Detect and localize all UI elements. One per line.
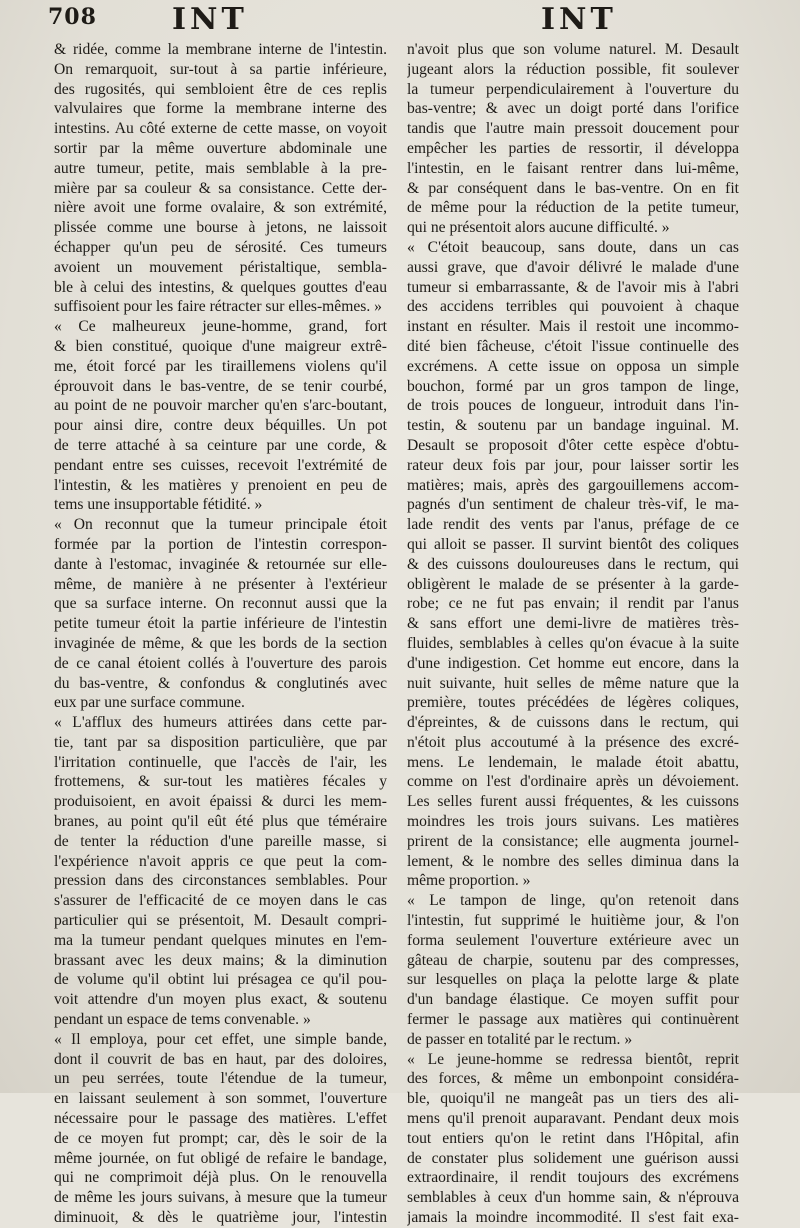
text-line: éprouvoit dans le bas-ventre, de se tenir courbé, [54, 377, 387, 395]
text-line: qui ne présentoit alors aucune difficulté. » [407, 219, 670, 237]
text-line: « L'afflux des humeurs attirées dans cette par- [54, 714, 387, 732]
text-line: pendant un espace de tems convenable. » [54, 1011, 311, 1029]
text-line: invaginée de même, & que les bords de la section [54, 634, 387, 652]
text-line: jugeant alors la réduction possible, fit soulever [407, 60, 739, 78]
text-line: & par conséquent dans le bas-ventre. On en fit [407, 179, 739, 197]
text-line: voit attendre d'un moyen plus exact, & soutenu [54, 991, 387, 1009]
text-line: avoient un mouvement péristaltique, sembla- [54, 258, 387, 276]
text-line: fermer le passage aux matières qui continuèrent [407, 1011, 739, 1029]
text-line: de passer en totalité par le rectum. » [407, 1030, 633, 1048]
page-number: 708 [48, 4, 97, 30]
text-line: bas-ventre; & avec un doigt porté dans l'orifice [407, 100, 739, 118]
text-line: & des cuissons douloureuses dans le rectum, qui [407, 555, 739, 573]
text-line: « Il employa, pour cet effet, une simple bande, [54, 1030, 387, 1048]
text-line: nécessaire pour le passage des matières. L'effet [54, 1110, 387, 1128]
text-line: des forces, & même un embonpoint considéra- [407, 1070, 739, 1088]
text-line: dité bien fâcheuse, c'étoit l'issue continuelle des [407, 337, 739, 355]
text-line: jamais la moindre incommodité. Il s'est fait exa- [407, 1209, 739, 1227]
text-line: dont il couvrit de bas en haut, par des doloires, [54, 1050, 387, 1068]
text-line: rateur deux fois par jour, pour laisser sortir les [407, 456, 739, 474]
right-column [407, 40, 739, 1228]
left-column [54, 40, 387, 1228]
text-line: même journée, on fut obligé de refaire le bandage, [54, 1149, 387, 1167]
text-line: du bas-ventre, & confondus & conglutinés avec [54, 674, 387, 692]
text-line: « Le jeune-homme se redressa bientôt, reprit [407, 1050, 739, 1068]
text-line: particulier qui se présentoit, M. Desault compri- [54, 912, 387, 930]
text-line: semblables à ceux d'un homme sain, & n'éprouva [407, 1189, 739, 1207]
text-line: prirent de la consistance; elle augmenta journel- [407, 832, 739, 850]
text-line: de ce canal étoient collés à l'ouverture des parois [54, 654, 387, 672]
text-line: tout entiers qu'on le retint dans l'Hôpital, afin [407, 1129, 739, 1147]
text-line: suffisoient pour les faire rétracter sur elles-mêmes. » [54, 298, 382, 316]
text-line: produisoient, en avoit épaissi & durci les mem- [54, 793, 387, 811]
text-line: On remarquoit, sur-tout à sa partie inférieure, [54, 60, 387, 78]
text-line: de constater plus solidement une guérison aussi [407, 1149, 739, 1167]
text-line: lade rendit des vents par l'anus, préfage de ce [407, 516, 739, 534]
text-line: pression dans des circonstances semblables. Pour [54, 872, 387, 890]
running-head-left: INT [172, 2, 248, 37]
text-line: s'assurer de l'efficacité de ce moyen dans le cas [54, 892, 387, 910]
text-line: extraordinaire, il rendit toujours des excrémens [407, 1169, 739, 1187]
text-line: l'irritation continuelle, que l'accès de l'air, les [54, 753, 387, 771]
text-line: comme on l'est d'ordinaire après un dévoiement. [407, 773, 739, 791]
text-line: l'intestin, fut supprimé le huitième jour, & l'on [407, 912, 739, 930]
text-line: valvulaires que forme la membrane interne des [54, 100, 387, 118]
text-line: bouchon, formé par un gros tampon de linge, [407, 377, 739, 395]
text-line: ma la tumeur pendant quelques minutes en l'em- [54, 931, 387, 949]
running-head-right: INT [541, 2, 617, 37]
text-line: Les selles furent aussi fréquentes, & les cuissons [407, 793, 739, 811]
text-line: l'expérience n'avoit appris ce que peut la com- [54, 852, 387, 870]
text-line: nière avoit une forme ovalaire, & son extrémité, [54, 199, 387, 217]
text-line: d'une indigestion. Cet homme eut encore, dans la [407, 654, 739, 672]
text-line: de tenter la réduction d'une pareille masse, si [54, 832, 387, 850]
text-line: plissée comme une bourse à jetons, ne laissoit [54, 219, 387, 237]
text-line: tandis que l'autre main pressoit doucement pour [407, 120, 739, 138]
text-line: mens. Le lendemain, le malade étoit abattu, [407, 753, 739, 771]
text-line: qui alloit se passer. Il survint bientôt des coliques [407, 535, 739, 553]
text-line: de même les jours suivans, à mesure que la tumeur [54, 1189, 387, 1207]
text-line: au point de ne pouvoir marcher qu'en s'arc-boutant, [54, 397, 387, 415]
text-line: « Ce malheureux jeune-homme, grand, fort [54, 318, 387, 336]
text-line: testin, & soutenu par un bandage inguinal. M. [407, 417, 739, 435]
page-header [0, 0, 800, 40]
text-line: lement, & le nombre des selles diminua dans la [407, 852, 739, 870]
text-line: tie, tant par sa disposition particulière, que par [54, 733, 387, 751]
text-line: n'étoit plus accoutumé à la présence des excré- [407, 733, 739, 751]
text-line: de volume qu'il obtint lui présagea ce qu'il pou- [54, 971, 387, 989]
text-line: en laissant seulement à son sommet, l'ouverture [54, 1090, 387, 1108]
text-line: instant en résulter. Mais il restoit une incommo- [407, 318, 739, 336]
text-line: mière par sa couleur & sa consistance. Cette der- [54, 179, 387, 197]
text-line: « C'étoit beaucoup, sans doute, dans un cas [407, 238, 739, 256]
text-line: formée par la portion de l'intestin correspon- [54, 535, 387, 553]
text-line: que sa surface interne. On reconnut aussi que la [54, 595, 387, 613]
text-line: empêcher les parties de ressortir, il développa [407, 139, 739, 157]
text-line: pour ainsi dire, contre deux béquilles. Un pot [54, 417, 387, 435]
text-line: fluides, semblables à celles qu'on évacue à la suite [407, 634, 739, 652]
text-line: aussi grave, que d'avoir délivré le malade d'une [407, 258, 739, 276]
text-line: robe; ce ne fut pas envain; il rendit par l'anus [407, 595, 739, 613]
text-line: dante à l'estomac, invaginée & retournée sur elle- [54, 555, 387, 573]
text-line: échapper qu'un peu de sérosité. Ces tumeurs [54, 238, 387, 256]
text-line: me, étoit forcé par les tiraillemens violens qu'il [54, 357, 387, 375]
text-line: de trois pouces de longueur, introduit dans l'in- [407, 397, 739, 415]
text-line: mens qu'il prenoit auparavant. Pendant deux mois [407, 1110, 739, 1128]
text-line: tumeur si embarrassante, & de l'avoir mis à l'abri [407, 278, 739, 296]
text-line: autre tumeur, petite, mais semblable à la pre- [54, 159, 387, 177]
text-line: & bien constitué, quoique d'une maigreur extrê- [54, 337, 387, 355]
text-line: de ce moyen fut prompt; car, dès le soir de la [54, 1129, 387, 1147]
text-line: « On reconnut que la tumeur principale étoit [54, 516, 387, 534]
text-line: des rugosités, qui sembloient être de ces replis [54, 80, 387, 98]
text-line: n'avoit plus que son volume naturel. M. Desault [407, 41, 739, 58]
text-line: & sans effort une demi-livre de matières très- [407, 615, 739, 633]
text-line: frottemens, & sur-tout les matières fécales y [54, 773, 387, 791]
text-line: petite tumeur étoit la partie inférieure de l'intestin [54, 615, 387, 633]
text-line: d'épreintes, & de cuissons dans le rectum, qui [407, 714, 739, 732]
text-line: forma seulement l'ouverture extérieure avec un [407, 931, 739, 949]
text-line: moindres les trois jours suivans. Les matières [407, 813, 739, 831]
text-line: première, toutes précédées de légères coliques, [407, 694, 739, 712]
text-line: de même pour la réduction de la petite tumeur, [407, 199, 739, 217]
text-line: intestins. Au côté externe de cette masse, on voyoit [54, 120, 387, 138]
text-line: un peu serrées, toute l'étendue de la tumeur, [54, 1070, 387, 1088]
text-line: la tumeur perpendiculairement à l'ouverture du [407, 80, 739, 98]
text-line: gâteau de charpie, soutenu par des compresses, [407, 951, 739, 969]
text-line: branes, au point qu'il eût été plus que téméraire [54, 813, 387, 831]
text-line: l'intestin, en le faisant rentrer dans lui-même, [407, 159, 739, 177]
text-line: des accidens terribles qui pouvoient à chaque [407, 298, 739, 316]
text-line: même, de manière à ne présenter à l'extérieur [54, 575, 387, 593]
text-line: eux par une surface commune. [54, 694, 245, 712]
text-line: sortir par la même ouverture abdominale une [54, 139, 387, 157]
text-line: l'intestin, & les matières y prenoient en peu de [54, 476, 387, 494]
text-line: Desault se proposoit d'ôter cette espèce d'obtu- [407, 436, 739, 454]
text-line: obligèrent le malade de se présenter à la garde- [407, 575, 739, 593]
text-line: ble, quoiqu'il ne mangeât pas un tiers des ali- [407, 1090, 739, 1108]
text-line: nuit suivante, huit selles de même nature que la [407, 674, 739, 692]
text-line: d'un bandage élastique. Ce moyen suffit pour [407, 991, 739, 1009]
text-line: sur lesquelles on plaça la pelotte large & plate [407, 971, 739, 989]
column-gutter [398, 44, 399, 1024]
text-line: excrémens. A cette issue on opposa un simple [407, 357, 739, 375]
text-line: & ridée, comme la membrane interne de l'intestin. [54, 41, 387, 58]
text-line: matières; mais, après des gargouillemens accom- [407, 476, 739, 494]
text-line: diminuoit, & dès le quatrième jour, l'intestin [54, 1209, 387, 1227]
text-line: même proportion. » [407, 872, 531, 890]
text-line: de terre attaché à sa ceinture par une corde, & [54, 436, 387, 454]
text-line: pendant entre ses cuisses, recevoit l'extrémité de [54, 456, 387, 474]
text-line: brassant avec les deux mains; & la diminution [54, 951, 387, 969]
text-line: pagnés d'un sentiment de chaleur très-vif, le ma- [407, 496, 739, 514]
text-line: qui ne comprimoit déjà plus. On le renouvella [54, 1169, 387, 1187]
text-line: ble à celui des intestins, & quelques gouttes d'eau [54, 278, 387, 296]
text-line: tems une insupportable fétidité. » [54, 496, 263, 514]
text-line: « Le tampon de linge, qu'on retenoit dans [407, 892, 739, 910]
